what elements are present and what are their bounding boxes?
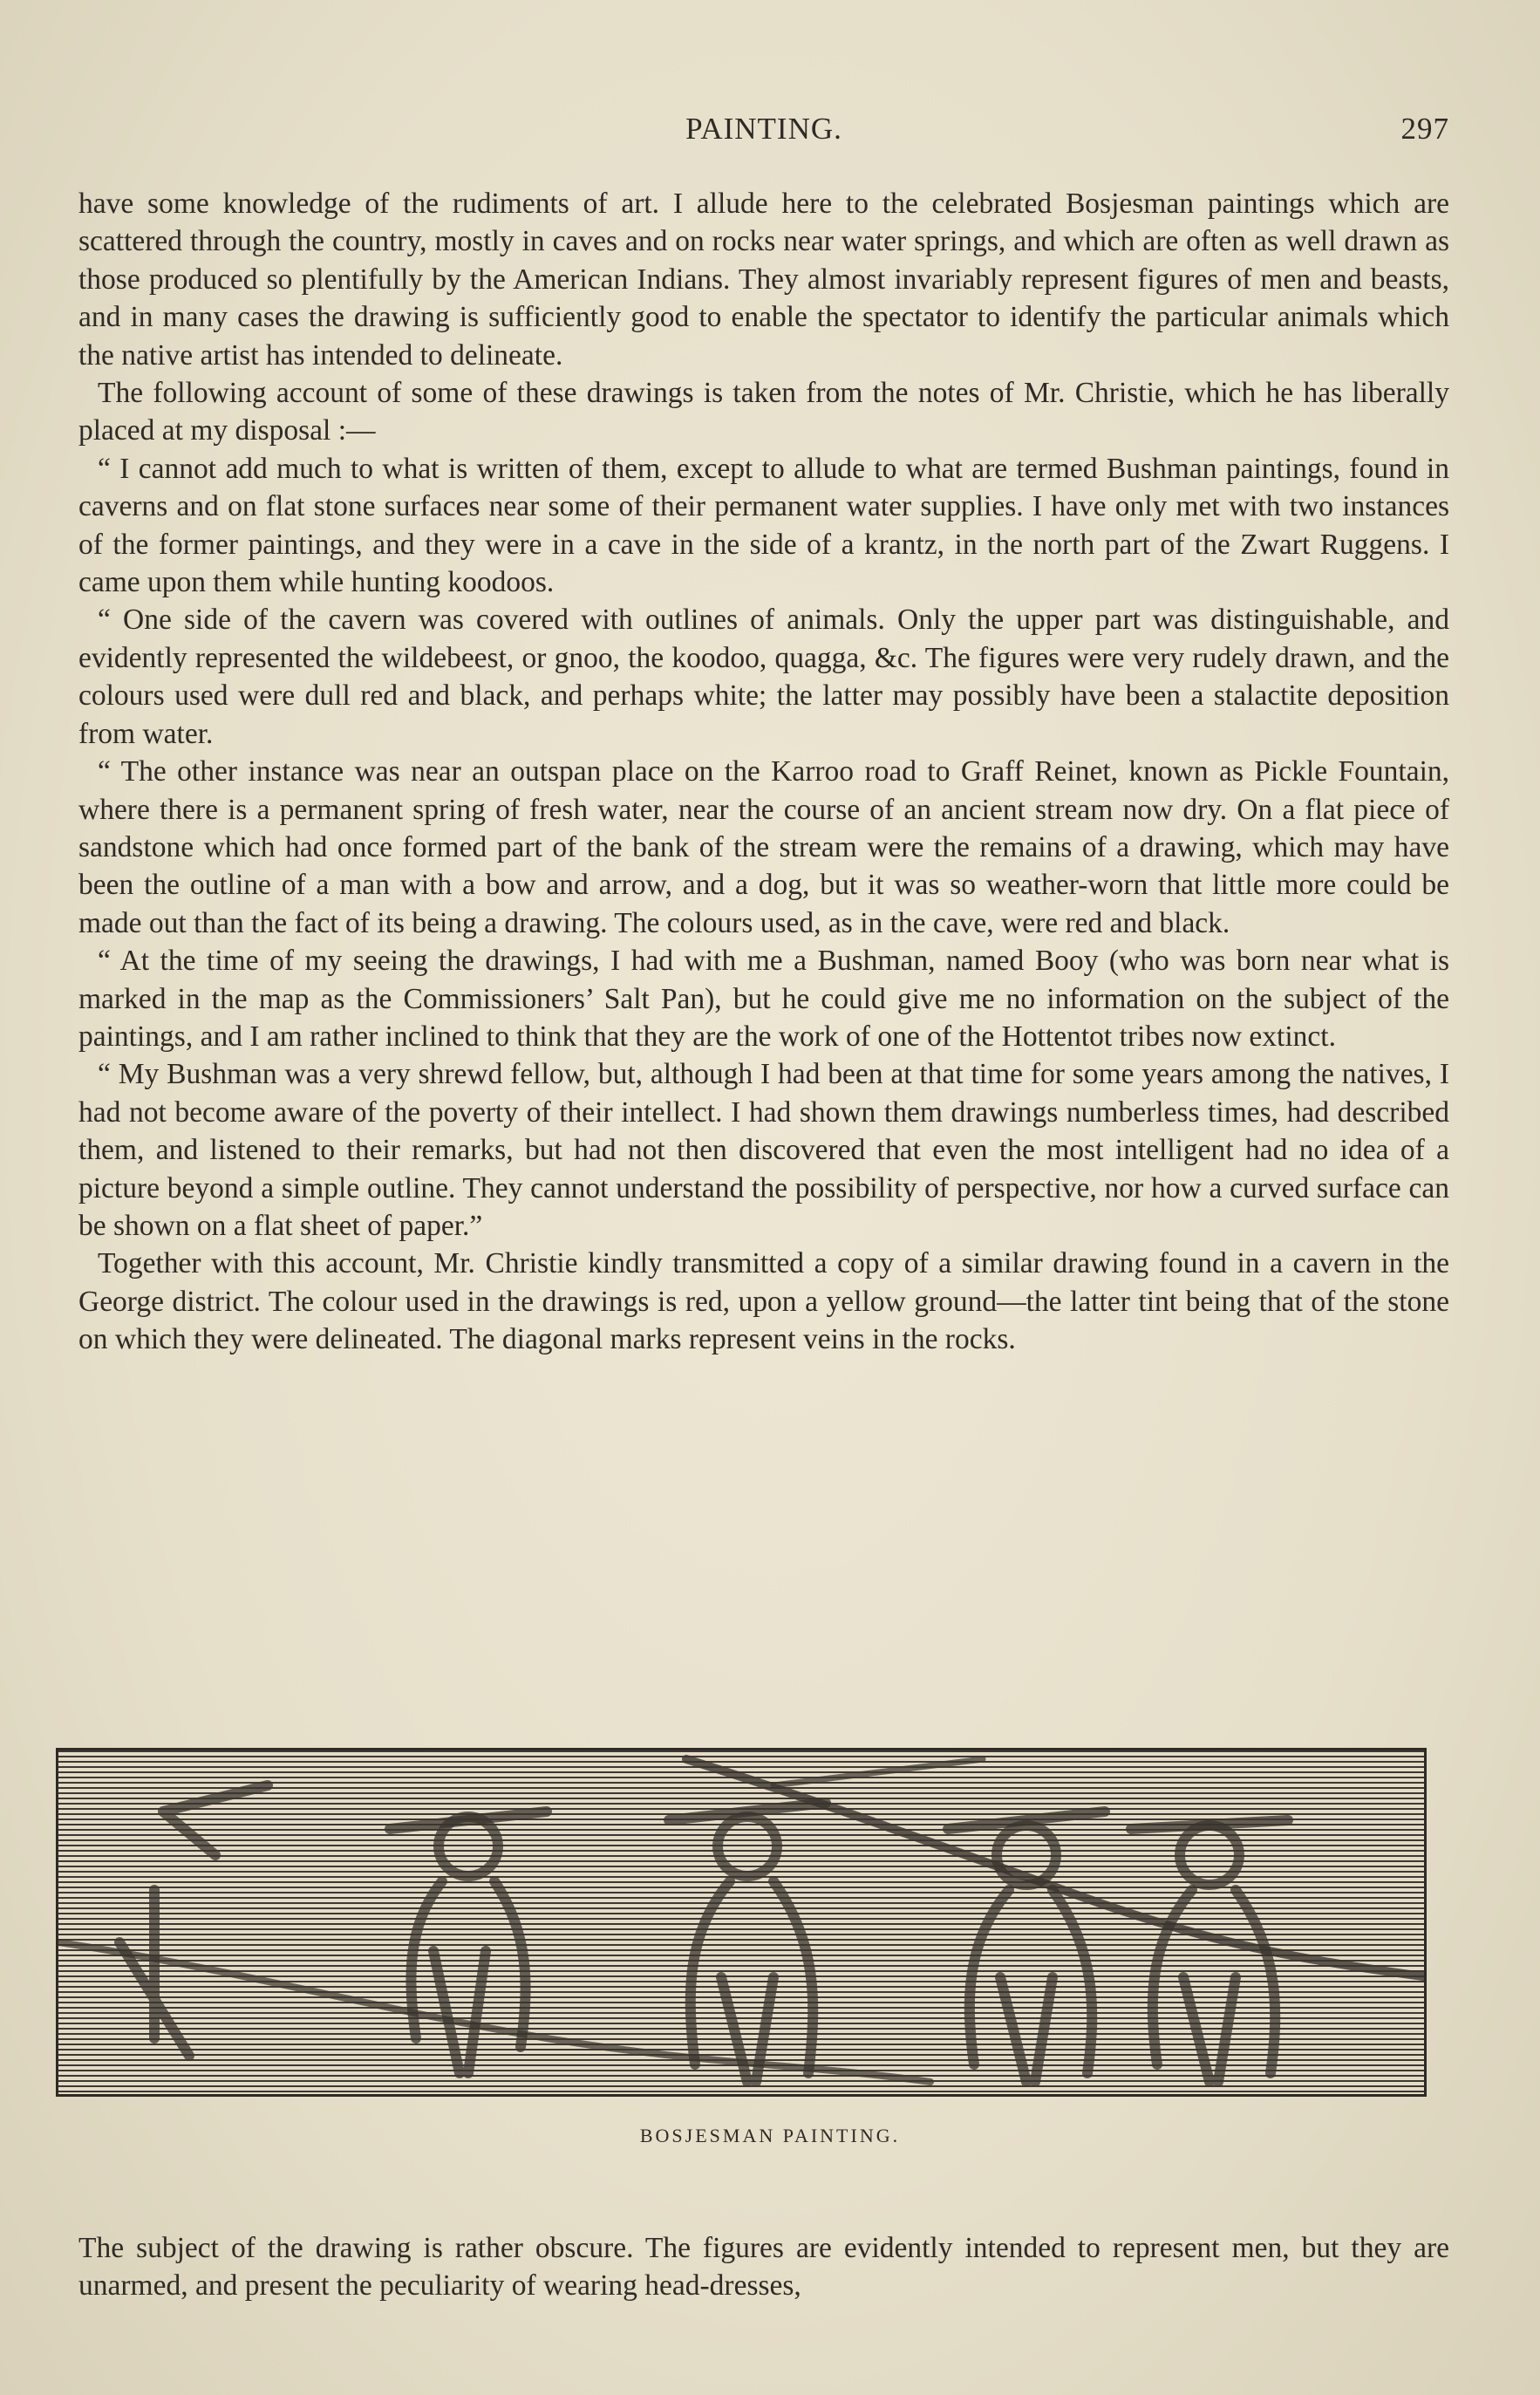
paragraph: have some knowledge of the rudiments of art. I allude here to the celebrated Bosjesman paintings which are scattered through the country, mostly in caves and on rocks near water springs, and which are often as well drawn as those produced so plentifully by the American Indians. They almost invariably represent figures of men and beasts, and in many cases the drawing is sufficiently good to enable the spectator to identify the particular animals which the native artist has intended to delineate. [78,188,1449,372]
running-head [78,112,1449,152]
body-text [78,185,1449,1359]
paragraph: “ My Bushman was a very shrewd fellow, but, although I had been at that time for some years among the natives, I had not become aware of the poverty of their intellect. I had shown them drawings numberless times, had described them, and listened to their remarks, but had not then discovered that even the most intelligent had no idea of a picture beyond a simple outline. They cannot understand the possibility of perspective, nor how a curved surface can be shown on a flat sheet of paper.” [78,1058,1449,1242]
page-title: PAINTING. [685,112,842,146]
paragraph: Together with this account, Mr. Christie kindly transmitted a copy of a similar drawing found in a cavern in the George district. The colour used in the drawings is red, upon a yellow ground—the latter tint being that of the stone on which they were delineated. The diagonal marks represent veins in the rocks. [78,1247,1449,1356]
page-number: 297 [1400,112,1449,146]
body-text-continued [78,2229,1449,2305]
paragraph: “ At the time of my seeing the drawings, I had with me a Bushman, named Booy (who was born near what is marked in the map as the Commissioners’ Salt Pan), but he could give me no information on the subject of the paintings, and I am rather inclined to think that they are the work of one of the Hottentot tribes now extinct. [78,945,1449,1053]
paragraph: The following account of some of these drawings is taken from the notes of Mr. Christie, which he has liberally placed at my disposal :— [78,377,1449,447]
paragraph: “ One side of the cavern was covered with outlines of animals. Only the upper part was distinguishable, and evidently represented the wildebeest, or gnoo, the koodoo, quagga, &c. The figures were very rudely drawn, and the colours used were dull red and black, and perhaps white; the latter may possibly have been a stalactite deposition from water. [78,604,1449,750]
paragraph: “ I cannot add much to what is written of them, except to allude to what are termed Bushman paintings, found in caverns and on flat stone surfaces near some of their permanent water supplies. I have only met with two instances of the former paintings, and they were in a cave in the side of a krantz, in the north part of the Zwart Ruggens. I came upon them while hunting koodoos. [78,452,1449,599]
figure-caption: BOSJESMAN PAINTING. [639,2125,901,2146]
bosjesman-painting-figure [56,1748,1427,2097]
painting-illustration [58,1750,1427,2097]
paragraph: The subject of the drawing is rather obscure. The figures are evidently intended to represent men, but they are unarmed, and present the peculiarity of wearing head-dresses, [78,2232,1449,2303]
paragraph: “ The other instance was near an outspan place on the Karroo road to Graff Reinet, known as Pickle Fountain, where there is a permanent spring of fresh water, near the course of an ancient stream now dry. On a flat piece of sandstone which had once formed part of the bank of the stream were the remains of a drawing, which may have been the outline of a man with a bow and arrow, and a dog, but it was so weather-worn that little more could be made out than the fact of its being a drawing. The colours used, as in the cave, were red and black. [78,755,1449,939]
